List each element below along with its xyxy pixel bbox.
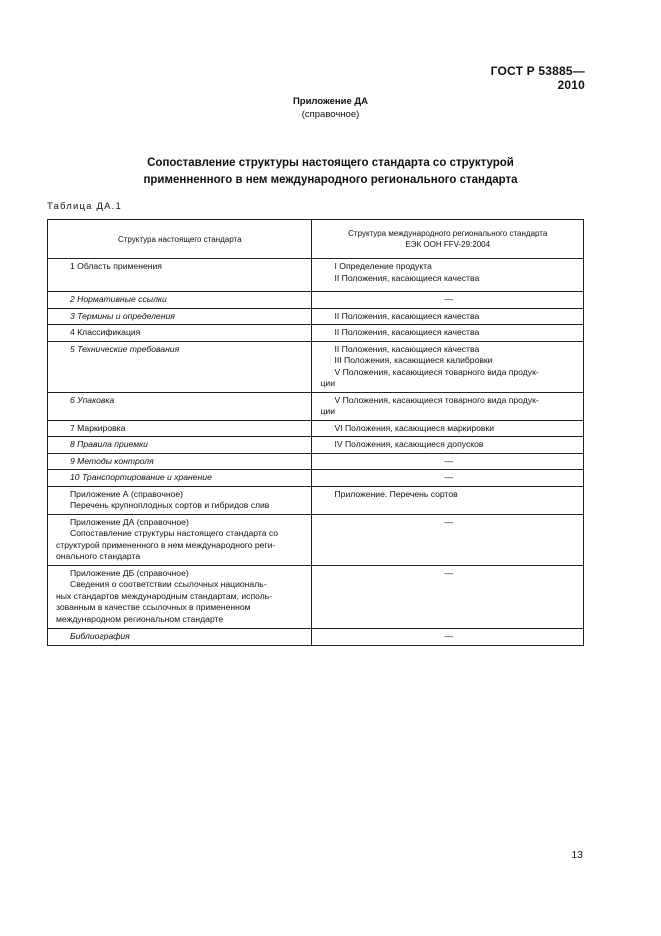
table-row [48, 341, 584, 392]
row-left-text: 4 Классификация [70, 327, 141, 337]
row-right-cell [312, 470, 584, 487]
header-right-line-2: ЕЭК ООН FFV-29:2004 [405, 240, 491, 249]
row-right-text: Приложение. Перечень сортов [334, 488, 458, 499]
row-left-cell [48, 341, 312, 392]
header-right-line-1: Структура международного регионального стандарта [348, 229, 548, 238]
row-right-dash: — [444, 567, 454, 578]
appendix-subtitle: (справочное) [301, 109, 360, 120]
row-right-text: V Положения, касающиеся товарного вида продук- [334, 394, 539, 405]
row-right-text: II Положения, касающиеся качества [334, 327, 480, 337]
table-row [48, 420, 584, 437]
row-left-cell [48, 470, 312, 487]
row-left-cell [48, 514, 312, 565]
row-left-cell [48, 628, 312, 645]
table-row [48, 486, 584, 514]
row-left-text: зованным в качестве ссылочных в примененном [56, 602, 251, 612]
page-number: 13 [571, 849, 583, 861]
row-left-cell [48, 486, 312, 514]
row-left-text: 6 Упаковка [70, 394, 115, 405]
row-right-cell [312, 341, 584, 392]
row-right-cell [312, 514, 584, 565]
row-left-text: 5 Технические требования [70, 343, 180, 354]
row-left-text: Перечень крупноплодных сортов и гибридов слив [70, 500, 270, 510]
row-right-cell [312, 292, 584, 309]
table-row [48, 565, 584, 628]
row-right-text: II Положения, касающиеся качества [334, 343, 480, 354]
table-row [48, 437, 584, 454]
row-right-dash: — [444, 455, 454, 466]
row-right-cell [312, 308, 584, 325]
row-left-text: ных стандартов международным стандартам, исполь- [56, 590, 273, 601]
table-row [48, 259, 584, 292]
table-row [48, 392, 584, 420]
row-left-cell [48, 325, 312, 342]
row-left-text: структурой примененного в нем международного реги- [56, 539, 276, 550]
row-right-dash: — [444, 294, 454, 304]
row-right-text: II Положения, касающиеся качества [334, 272, 480, 283]
row-left-cell [48, 453, 312, 470]
row-left-cell [48, 437, 312, 454]
row-right-cell [312, 628, 584, 645]
header-right [312, 220, 584, 259]
row-right-text: ции [320, 378, 336, 388]
section-heading-line-2: применненного в нем международного регионального стандарта [143, 174, 518, 186]
row-left-text: Приложение ДБ (справочное) [70, 567, 189, 578]
section-heading-line-1: Сопоставление структуры настоящего стандарта со структурой [147, 157, 514, 169]
row-left-cell [48, 292, 312, 309]
row-right-dash: — [444, 630, 454, 641]
table-row [48, 628, 584, 645]
row-right-text: ции [320, 406, 336, 416]
row-right-cell [312, 420, 584, 437]
row-left-text: Сведения о соответствии ссылочных националь- [70, 579, 267, 589]
row-left-text: 9 Методы контроля [70, 455, 154, 466]
row-right-text: VI Положения, касающиеся маркировки [334, 422, 495, 433]
table-row [48, 325, 584, 342]
row-right-cell [312, 453, 584, 470]
row-right-text: V Положения, касающиеся товарного вида продук- [334, 366, 539, 377]
table-row [48, 308, 584, 325]
row-right-cell [312, 259, 584, 292]
row-right-cell [312, 565, 584, 628]
row-left-cell [48, 259, 312, 292]
row-left-cell [48, 420, 312, 437]
table-row [48, 292, 584, 309]
row-left-text: 3 Термины и определения [70, 310, 175, 321]
row-right-cell [312, 392, 584, 420]
row-left-text: 10 Транспортирование и хранение [70, 472, 212, 482]
row-left-text: 8 Правила приемки [70, 439, 148, 449]
row-left-text: международном региональном стандарте [56, 613, 224, 624]
row-left-text: 2 Нормативные ссылки [70, 294, 167, 304]
row-left-cell [48, 392, 312, 420]
row-left-text: Приложение А (справочное) [70, 488, 183, 499]
row-left-text: Библиография [70, 630, 130, 641]
table-header-row [48, 220, 584, 259]
row-left-text: 1 Область применения [70, 261, 162, 271]
table-caption: Таблица ДА.1 [47, 201, 122, 212]
table-row [48, 514, 584, 565]
row-right-text: I Определение продукта [334, 261, 432, 271]
header-left: Структура настоящего стандарта [48, 220, 312, 259]
row-right-dash: — [444, 516, 454, 527]
appendix-title: Приложение ДА [292, 96, 369, 107]
comparison-table [47, 219, 584, 646]
row-left-text: онального стандарта [56, 551, 141, 561]
row-left-text: Сопоставление структуры настоящего стандарта со [70, 528, 279, 538]
row-right-text: III Положения, касающиеся калибровки [334, 355, 493, 365]
row-right-text: II Положения, касающиеся качества [334, 310, 480, 321]
row-left-cell [48, 308, 312, 325]
document-code: ГОСТ Р 53885—2010 [490, 64, 585, 92]
row-left-text: 7 Маркировка [70, 422, 126, 433]
row-right-dash: — [444, 472, 454, 482]
table-row [48, 453, 584, 470]
row-right-cell [312, 437, 584, 454]
row-right-cell [312, 325, 584, 342]
row-left-cell [48, 565, 312, 628]
row-right-text: IV Положения, касающиеся допусков [334, 439, 484, 449]
table-row [48, 470, 584, 487]
row-right-cell [312, 486, 584, 514]
row-left-text: Приложение ДА (справочное) [70, 516, 189, 527]
